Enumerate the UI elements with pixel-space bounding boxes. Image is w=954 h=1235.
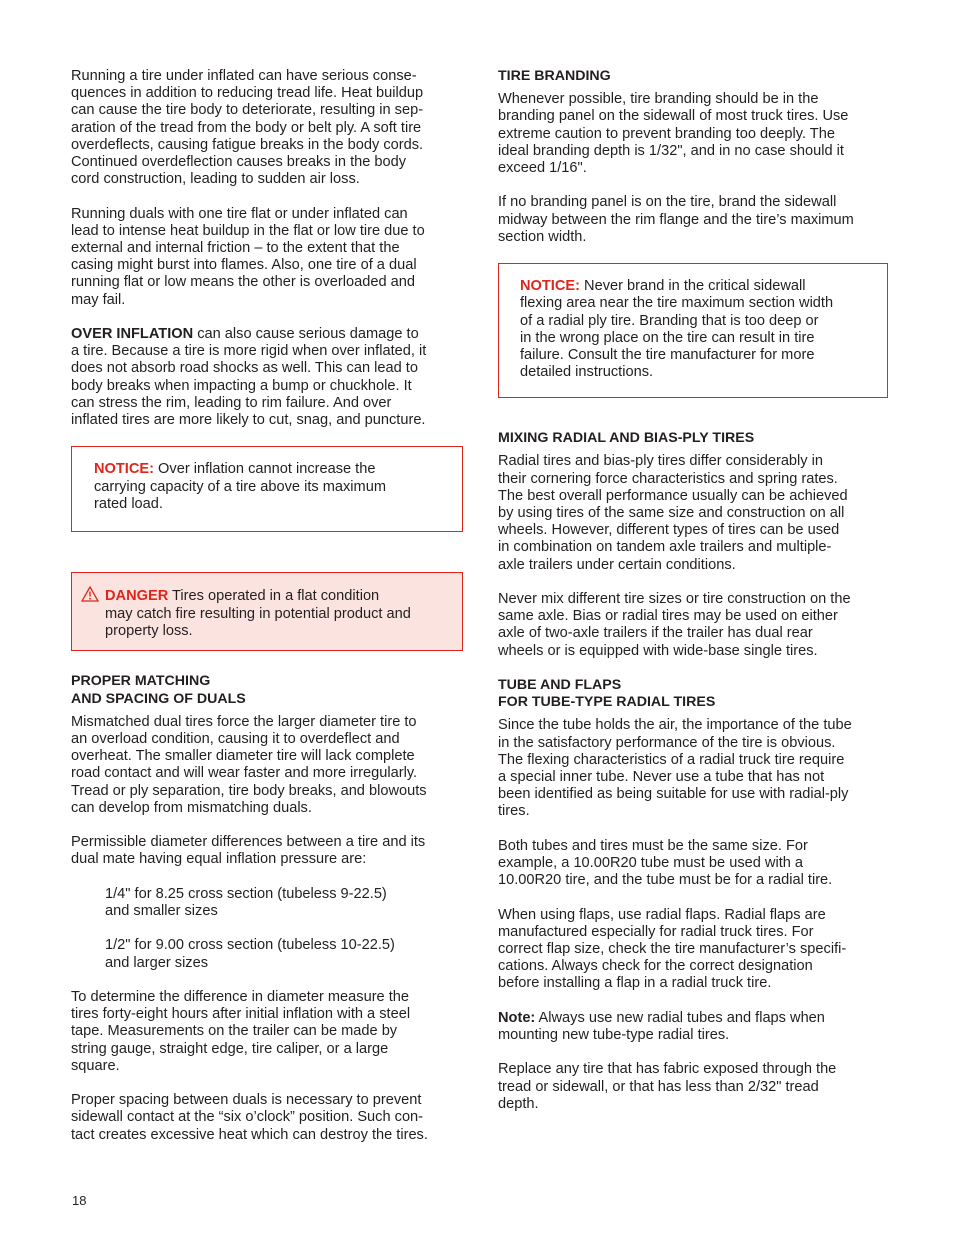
tire-branding-heading: TIRE BRANDING [498,68,611,84]
note-paragraph [498,1010,888,1044]
proper-spacing-paragraph: Proper spacing between duals is necessary to prevent sidewall contact at the “six o’clock” position. Such con- tact creates excessive heat which can destroy the tires. [71,1092,428,1143]
notice-text: Over inflation cannot increase the carrying capacity of a tire above its maximum rated load. [94,461,386,512]
never-mix-paragraph: Never mix different tire sizes or tire construction on the same axle. Bias or radial tires may be used on either axle of two-axle trailers if the trailer has dual rear wheels or is equipped with wide-base single tires. [498,591,851,659]
size-item-2: 1/2" for 9.00 cross section (tubeless 10-22.5) and larger sizes [105,937,395,971]
underinflation-paragraph: Running a tire under inflated can have serious conse- quences in addition to reducing tread life. Heat buildup can cause the tire body to deteriorate, resulting in sep- aration of the tread from the body or belt ply. A soft tire overdeflects, causing fatigue breaks in the body cords. Continued overdeflection causes breaks in the body cord construction, leading to sudden air loss. [71,68,424,188]
over-inflation-text: can also cause serious damage to a tire. Because a tire is more rigid when over inflated, it does not absorb road shocks as well. This can lead to body breaks when impacting a bump or chuckhole. It can stress the rim, leading to rim failure. And over inflated tires are more likely to cut, snag, and puncture. [71,326,427,429]
tube-air-paragraph: Since the tube holds the air, the importance of the tube in the satisfactory performance of the tire is obvious. The flexing characteristics of a radial truck tire require a special inner tube. Never use a tube that has not been identified as being suitable for use with radial-ply tires. [498,717,852,820]
page-number: 18 [72,1193,87,1208]
notice-text: Never brand in the critical sidewall flexing area near the tire maximum section width of a radial ply tire. Branding that is too deep or in the wrong place on the tire can result in tire failure. Consult the tire manufacturer for more detailed instructions. [520,278,834,381]
notice-label: NOTICE: [520,278,580,295]
danger-label: DANGER [105,588,169,605]
tube-flaps-heading: TUBE AND FLAPS FOR TUBE-TYPE RADIAL TIRES [498,677,716,711]
over-inflation-term: OVER INFLATION [71,326,194,343]
danger-text: Tires operated in a flat condition may catch fire resulting in potential product and property loss. [105,588,411,639]
replace-tire-paragraph: Replace any tire that has fabric exposed through the tread or sidewall, or that has less than 2/32" tread depth. [498,1061,837,1112]
right-column [498,68,888,1130]
branding-notice-box [498,263,888,398]
same-size-paragraph: Both tubes and tires must be the same size. For example, a 10.00R20 tube must be used with a 10.00R20 tire, and the tube must be for a radial tire. [498,837,833,889]
warning-triangle-icon [81,586,99,602]
note-text: Always use new radial tubes and flaps when mounting new tube-type radial tires. [498,1009,825,1044]
notice-label: NOTICE: [94,461,154,478]
left-column [71,68,463,1161]
radial-flaps-paragraph: When using flaps, use radial flaps. Radial flaps are manufactured especially for radial truck tires. For correct flap size, check the tire manufacturer’s specifi- cations. Always check for the correct designation before installing a flap in a radial truck tire. [498,906,847,992]
radial-bias-paragraph: Radial tires and bias-ply tires differ considerably in their cornering force characteristics and spring rates. The best overall performance usually can be achieved by using tires of the same size and construction on all wheels. However, different types of tires can be used in combination on tandem axle trailers and multiple- axle trailers under certain conditions. [498,453,848,573]
no-panel-paragraph: If no branding panel is on the tire, brand the sidewall midway between the rim flange and the tire’s maximum section width. [498,194,854,245]
branding-paragraph: Whenever possible, tire branding should be in the branding panel on the sidewall of most truck tires. Use extreme caution to prevent branding too deeply. The ideal branding depth is 1/32", and in no case should it exceed 1/16". [498,91,849,177]
measure-diameter-paragraph: To determine the difference in diameter measure the tires forty-eight hours after initial inflation with a steel tape. Measurements on the trailer can be made by string gauge, straight edge, tire caliper, or a large square. [71,989,411,1074]
over-inflation-notice-box [71,446,463,532]
mismatched-duals-paragraph: Mismatched dual tires force the larger diameter tire to an overload condition, causing it to overdeflect and overheat. The smaller diameter tire will lack complete road contact and will wear faster and more irregularly. Tread or ply separation, tire body breaks, and blowouts can develop from mismatching duals. [71,713,427,816]
over-inflation-paragraph [71,326,463,429]
note-label: Note: [498,1009,536,1026]
duals-flat-paragraph: Running duals with one tire flat or under inflated can lead to intense heat buildup in the flat or low tire due to external and internal friction – to the extent that the casing might burst into flames. Also, one tire of a dual running flat or low means the other is overloaded and may fail. [71,205,425,308]
proper-matching-heading: PROPER MATCHING AND SPACING OF DUALS [71,673,246,707]
danger-box [71,572,463,651]
size-item-1: 1/4" for 8.25 cross section (tubeless 9-22.5) and smaller sizes [105,885,387,920]
mixing-tires-heading: MIXING RADIAL AND BIAS-PLY TIRES [498,430,755,447]
permissible-diff-paragraph: Permissible diameter differences between a tire and its dual mate having equal inflation pressure are: [71,834,426,868]
